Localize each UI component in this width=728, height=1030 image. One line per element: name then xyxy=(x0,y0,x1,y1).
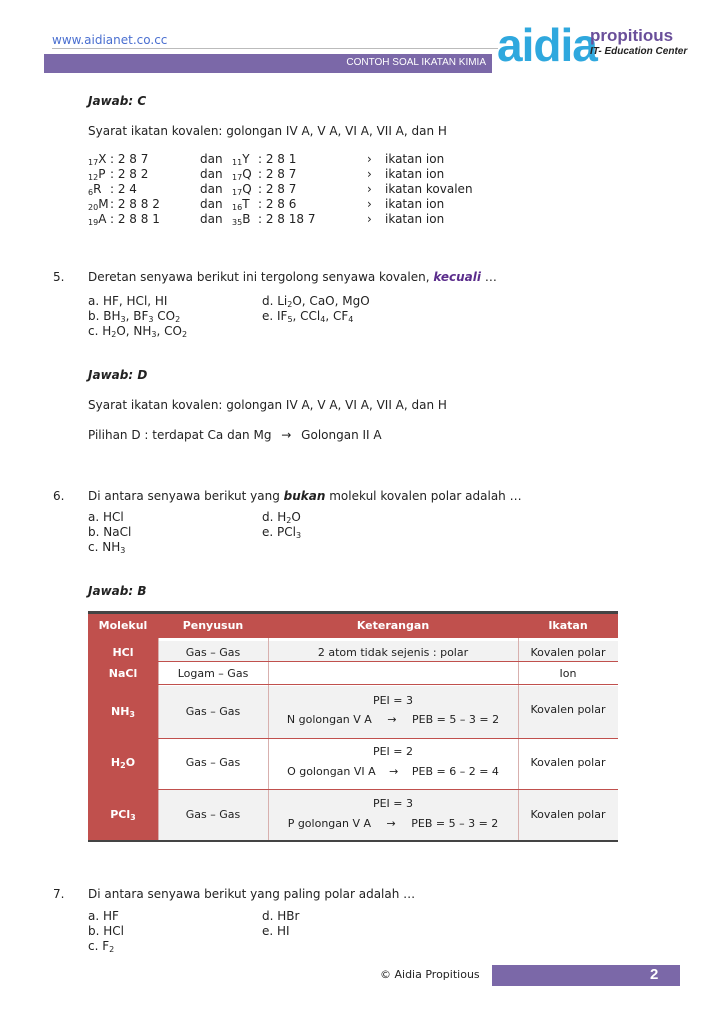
q6-option-d: d. $H_2O$ xyxy=(262,510,301,525)
footer-copyright: © Aidia Propitious xyxy=(380,968,480,981)
q7-question: Di antara senyawa berikut yang paling polar adalah … xyxy=(88,887,416,901)
element-1: $_{12}$P xyxy=(88,167,106,182)
table-row-penyusun: Gas – Gas xyxy=(185,705,241,718)
header-title: CONTOH SOAL IKATAN KIMIA xyxy=(346,57,486,68)
conjunction: dan xyxy=(200,167,223,181)
arrow-icon: → xyxy=(386,817,396,830)
element-1: $_{19}$A xyxy=(88,212,107,227)
arrow-icon: › xyxy=(367,152,372,166)
arrow-icon: › xyxy=(367,182,372,196)
q5-emphasis: kecuali xyxy=(433,270,481,284)
table-row-molekul: PCl$_3$ xyxy=(110,808,136,822)
th-molekul: Molekul xyxy=(98,619,148,632)
q5-answer: Jawab: D xyxy=(88,368,148,382)
table-row-ikatan: Kovalen polar xyxy=(530,703,606,716)
conjunction: dan xyxy=(200,182,223,196)
electron-config-1: : 2 8 7 xyxy=(110,152,149,166)
conjunction: dan xyxy=(200,197,223,211)
element-2: $_{16}$T xyxy=(232,197,250,212)
table-row-keterangan-2: O golongan VI A → PEB = 6 – 2 = 4 xyxy=(287,765,499,778)
q7-number: 7. xyxy=(53,887,65,901)
table-header xyxy=(88,614,618,638)
bond-result: ikatan ion xyxy=(385,152,445,166)
q5-number: 5. xyxy=(53,270,65,284)
q6-emphasis: bukan xyxy=(283,489,326,503)
q6-option-c: c. $NH_3$ xyxy=(88,540,126,555)
table-row-penyusun: Gas – Gas xyxy=(185,756,241,769)
q4-rule: Syarat ikatan kovalen: golongan IV A, V A, VI A, VII A, dan H xyxy=(88,124,447,138)
table-bottom-rule xyxy=(88,840,618,842)
table-row-ikatan: Kovalen polar xyxy=(530,808,606,821)
table-row-ikatan: Kovalen polar xyxy=(530,646,606,659)
page-number: 2 xyxy=(650,966,659,983)
bond-result: ikatan ion xyxy=(385,197,445,211)
q6-question: Di antara senyawa berikut yang bukan molekul kovalen polar adalah … xyxy=(88,489,522,503)
q5-rule: Syarat ikatan kovalen: golongan IV A, V A, VI A, VII A, dan H xyxy=(88,398,447,412)
arrow-icon: → xyxy=(281,428,292,442)
element-2: $_{11}$Y xyxy=(232,152,250,167)
electron-config-1: : 2 4 xyxy=(110,182,137,196)
element-2: $_{17}$Q xyxy=(232,182,252,197)
arrow-icon: › xyxy=(367,167,372,181)
th-penyusun: Penyusun xyxy=(182,619,244,632)
arrow-icon: › xyxy=(367,212,372,226)
logo-brand: propitious xyxy=(590,26,674,45)
table-row-keterangan-2: P golongan V A → PEB = 5 – 3 = 2 xyxy=(287,817,499,830)
q6-number: 6. xyxy=(53,489,65,503)
q4-answer: Jawab: C xyxy=(88,94,147,108)
q5-option-c: c. $H_2O$, $NH_3$, $CO_2$ xyxy=(88,324,188,339)
header-url[interactable]: www.aidianet.co.cc xyxy=(52,33,168,47)
table-row-molekul: $H_2O$ xyxy=(110,756,136,770)
bond-result: ikatan ion xyxy=(385,167,445,181)
electron-config-2: : 2 8 7 xyxy=(258,182,297,196)
logo-tagline: IT- Education Center xyxy=(590,46,688,57)
element-1: $_{17}$X xyxy=(88,152,107,167)
table-row-penyusun: Logam – Gas xyxy=(177,667,249,680)
electron-config-2: : 2 8 6 xyxy=(258,197,297,211)
row-divider xyxy=(88,789,618,790)
q5-option-a: a. HF, HCl, HI xyxy=(88,294,168,308)
q5-question xyxy=(88,270,497,284)
q7-option-c: c. $F_2$ xyxy=(88,939,115,954)
table-row-ikatan: Ion xyxy=(559,667,577,680)
q6-option-b: b. NaCl xyxy=(88,525,132,539)
row-divider xyxy=(88,684,618,685)
th-keterangan: Keterangan xyxy=(356,619,430,632)
bond-result: ikatan ion xyxy=(385,212,445,226)
electron-config-2: : 2 8 1 xyxy=(258,152,297,166)
table-row-ikatan: Kovalen polar xyxy=(530,756,606,769)
q7-option-a: a. HF xyxy=(88,909,119,923)
table-row-molekul: NaCl xyxy=(108,667,138,680)
conjunction: dan xyxy=(200,212,223,226)
row-divider xyxy=(88,661,618,662)
q5-option-d: d. $Li_2O$, CaO, MgO xyxy=(262,294,370,309)
q7-option-b: b. HCl xyxy=(88,924,124,938)
table-row-penyusun: Gas – Gas xyxy=(185,808,241,821)
q7-option-d: d. HBr xyxy=(262,909,300,923)
header-rule xyxy=(52,48,498,49)
q5-tail: … xyxy=(481,270,497,284)
arrow-icon: → xyxy=(389,765,399,778)
table-row-keterangan: PEI = 3 xyxy=(372,797,414,810)
q5-option-e: e. $IF_5$, CCl$_4$, $CF_4$ xyxy=(262,309,354,324)
q6-option-a: a. HCl xyxy=(88,510,124,524)
q5-option-b: b. $BH_3$, $BF_3$ $CO_2$ xyxy=(88,309,181,324)
table-row-keterangan: PEI = 2 xyxy=(372,745,414,758)
th-ikatan: Ikatan xyxy=(548,619,588,632)
electron-config-1: : 2 8 2 xyxy=(110,167,149,181)
table-row-molekul: $NH_3$ xyxy=(111,705,135,719)
electron-config-2: : 2 8 7 xyxy=(258,167,297,181)
q6-answer: Jawab: B xyxy=(88,584,147,598)
electron-config-1: : 2 8 8 2 xyxy=(110,197,160,211)
arrow-icon: › xyxy=(367,197,372,211)
q6-option-e: e. PCl$_3$ xyxy=(262,525,302,540)
element-1: $_{20}$M xyxy=(88,197,109,212)
table-row-keterangan-2: N golongan V A → PEB = 5 – 3 = 2 xyxy=(286,713,500,726)
table-row-molekul: HCl xyxy=(112,646,134,659)
bond-result: ikatan kovalen xyxy=(385,182,473,196)
element-2: $_{17}$Q xyxy=(232,167,252,182)
table-row-keterangan: PEI = 3 xyxy=(372,694,414,707)
q5-explanation: Pilihan D : terdapat Ca dan Mg → Golongan II A xyxy=(88,428,382,442)
electron-config-2: : 2 8 18 7 xyxy=(258,212,316,226)
table-row-keterangan: 2 atom tidak sejenis : polar xyxy=(317,646,469,659)
row-divider xyxy=(88,738,618,739)
element-2: $_{35}$B xyxy=(232,212,251,227)
q5-question-text: Deretan senyawa berikut ini tergolong senyawa kovalen, xyxy=(88,270,434,284)
arrow-icon: → xyxy=(387,713,397,726)
conjunction: dan xyxy=(200,152,223,166)
element-1: $_6$R xyxy=(88,182,102,197)
logo-word: aidia xyxy=(497,19,597,71)
q7-option-e: e. HI xyxy=(262,924,290,938)
table-row-penyusun: Gas – Gas xyxy=(185,646,241,659)
electron-config-1: : 2 8 8 1 xyxy=(110,212,160,226)
